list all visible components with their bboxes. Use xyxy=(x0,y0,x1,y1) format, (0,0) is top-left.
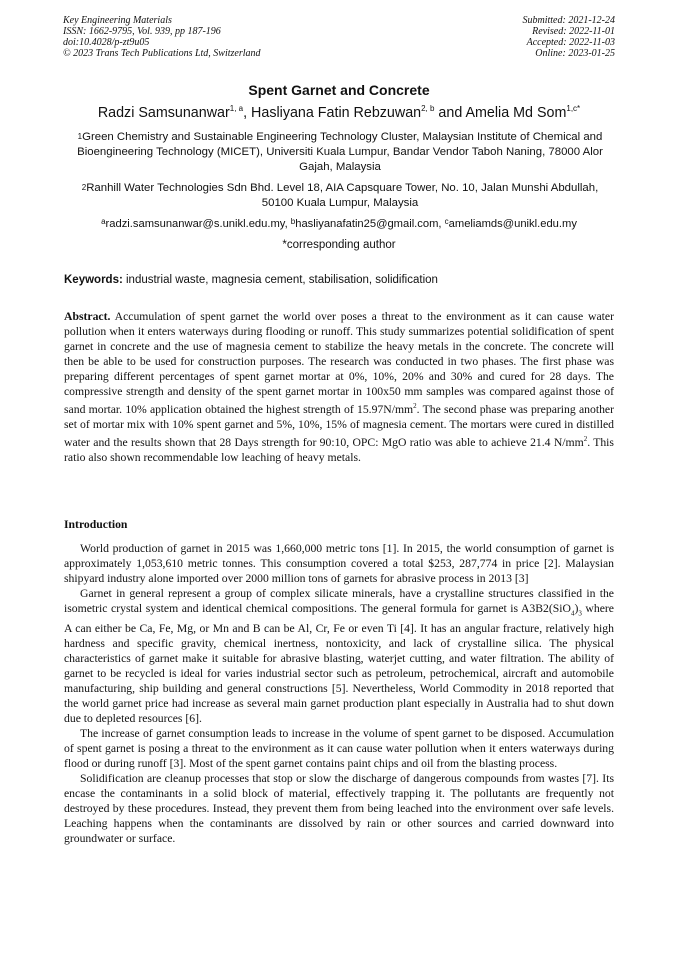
formula-subscript: 4 xyxy=(570,609,575,618)
affiliation-1 xyxy=(70,130,610,175)
intro-paragraph-2 xyxy=(64,586,614,726)
journal-name: Key Engineering Materials xyxy=(63,15,172,26)
email-superscript: a xyxy=(101,217,106,226)
paper-title: Spent Garnet and Concrete xyxy=(248,82,430,98)
introduction-body xyxy=(64,541,614,846)
author-list xyxy=(0,105,678,121)
abstract-text: . This ratio also shown recommendable low leaching of heavy metals. xyxy=(64,435,614,464)
date-submitted: Submitted: 2021-12-24 xyxy=(522,15,615,26)
abstract-superscript: 2 xyxy=(413,402,417,410)
author-superscript: 1,c* xyxy=(566,104,581,113)
formula-subscript: 3 xyxy=(578,609,582,618)
email-superscript: c xyxy=(444,217,449,226)
intro-paragraph-4: Solidification are cleanup processes that stop or slow the discharge of dangerous compounds from wastes [7]. Its encase the contaminants in a solid block of material, effectively trapping it. The pollutants are frequently not destroyed by these procedures. Instead, they prevent them from being leached into the environment over safe levels. Leaching happens when the contaminants are dissolved by rain or other sources and carried downward into groundwater or surface. xyxy=(64,772,614,846)
intro-text: Garnet in general represent a group of complex silicate minerals, have a crystalline structures classified in the isometric crystal system and identical chemical compositions. The general formula for garnet is A3B2(SiO xyxy=(64,587,614,615)
journal-doi: doi:10.4028/p-zt9u05 xyxy=(63,37,150,48)
keywords-label: Keywords: xyxy=(64,274,123,286)
intro-paragraph-1: World production of garnet in 2015 was 1,660,000 metric tons [1]. In 2015, the world consumption of garnet is approximately 1,053,610 metric tonnes. This consumption covered a total $253, 287,774 in price [2]. Malaysian shipyard industry alone imported over 2000 million tons of garnets for abrasive process in 2013 [3] xyxy=(64,542,614,585)
author-superscript: 2, b xyxy=(421,104,435,113)
author-superscript: 1, a xyxy=(229,104,244,113)
date-revised: Revised: 2022-11-01 xyxy=(532,26,615,37)
corresponding-author-note: *corresponding author xyxy=(282,239,396,251)
journal-copyright: © 2023 Trans Tech Publications Ltd, Switzerland xyxy=(63,48,261,59)
author-name: Radzi Samsunanwar xyxy=(97,105,230,121)
author-name: , Hasliyana Fatin Rebzuwan xyxy=(243,105,422,121)
affiliation-text: Ranhill Water Technologies Sdn Bhd. Level 18, AIA Capsquare Tower, No. 10, Jalan Munshi Abdullah, 50100 Kuala Lumpur, Malaysia xyxy=(86,182,599,209)
email-address: ameliamds@unikl.edu.my xyxy=(448,218,577,230)
keywords xyxy=(64,274,616,286)
affiliation-2 xyxy=(70,181,610,211)
email-address: radzi.samsunanwar@s.unikl.edu.my, xyxy=(105,218,291,230)
keywords-text: industrial waste, magnesia cement, stabilisation, solidification xyxy=(122,274,438,286)
affiliation-superscript: 2 xyxy=(81,183,87,192)
intro-text: ) xyxy=(574,602,579,615)
affiliation-superscript: 1 xyxy=(77,132,83,141)
abstract-text: . The second phase was preparing another set of mortar mix with 10% spent garnet and 5%, 10%, 15% of magnesia cement. The mortars were cured in distilled water and the results shown that 28 Days strength for 90:10, OPC: MgO ratio was able to achieve 21.4 N/mm xyxy=(64,402,615,449)
abstract-text: Accumulation of spent garnet the world over poses a threat to the environment as it can cause water pollution when it enters waterways during flooding or runoff. This study summarizes potential solidification of spent garnet in concrete and the use of magnesia cement to stabilize the heavy metals in the concrete. The concrete will then be able to be used for construction purposes. The research was conducted in two phases. The first phase was preparing different percentages of spent garnet mortar at 0%, 10%, 20% and 30% and cured for 28 days. The compressive strength and density of the spent garnet mortar in 100x50 mm samples was compared against those of sand mortar. 10% application obtained the highest strength of 15.97N/mm xyxy=(64,310,614,416)
intro-text: where A can either be Ca, Fe, Mg, or Mn and B can be Al, Cr, Fe or even Ti [4]. It has an angular fracture, relatively high hardness and specific gravity, chemical inertness, nontoxicity, and lack of crystalline silica. The physical characteristics of garnet make it suitable for abrasive blasting, waterjet cutting, and water filtration. The ability of garnet to be recycled is ideal for varies industrial sector such as petroleum, petrochemical, aircraft and automobile manufacturing, ship building and general constructions [5]. Nevertheless, World Commodity in 2018 reported that the world garnet price had increase as several main garnet production plant especially in Australia had to shut down due to depleted resources [6]. xyxy=(64,602,614,726)
publication-dates xyxy=(523,15,616,59)
affiliation-text: Green Chemistry and Sustainable Engineering Technology Cluster, Malaysian Institute of Chemical and Bioengineering Technology (MICET), Universiti Kuala Lumpur, Bandar Vendor Taboh Naning, 78000 Alor Gajah, Malaysia xyxy=(77,131,603,173)
author-emails xyxy=(0,218,678,230)
abstract-superscript: 2 xyxy=(583,434,588,443)
intro-paragraph-3: The increase of garnet consumption leads to increase in the volume of spent garnet to be disposed. Accumulation of spent garnet is posing a threat to the environment as it can cause water pollution when it enters waterways during flood or during runoff [3]. Most of the spent garnet contains paint chips and oil from the blasting process. xyxy=(64,727,614,771)
journal-issn: ISSN: 1662-9795, Vol. 939, pp 187-196 xyxy=(63,26,221,37)
journal-info xyxy=(63,15,261,59)
date-accepted: Accepted: 2022-11-03 xyxy=(526,37,615,48)
author-name: and Amelia Md Som xyxy=(434,105,567,121)
date-online: Online: 2023-01-25 xyxy=(535,48,615,59)
abstract-paragraph xyxy=(64,309,614,465)
abstract xyxy=(64,309,614,465)
email-address: hasliyanafatin25@gmail.com, xyxy=(295,218,445,230)
introduction-heading: Introduction xyxy=(64,518,128,531)
abstract-label: Abstract. xyxy=(64,310,111,323)
email-superscript: b xyxy=(290,217,296,226)
